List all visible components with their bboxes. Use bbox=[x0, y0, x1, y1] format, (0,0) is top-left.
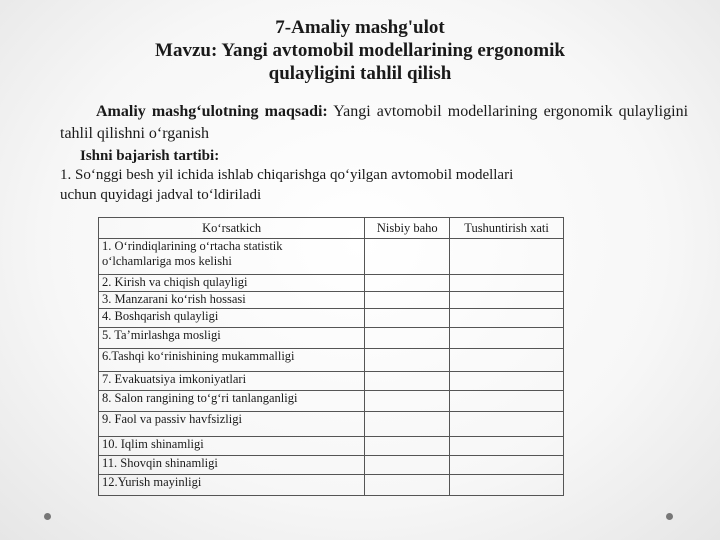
indicator-text: 11. Shovqin shinamligi bbox=[102, 456, 218, 470]
indicator-cell bbox=[99, 475, 365, 496]
indicator-cell bbox=[99, 275, 365, 292]
step-1-line-2: uchun quyidagi jadval to‘ldiriladi bbox=[60, 187, 262, 203]
relative-score-cell[interactable] bbox=[365, 309, 450, 328]
indicator-cell bbox=[99, 328, 365, 349]
table-row bbox=[99, 437, 564, 456]
indicator-text: 8. Salon rangining to‘g‘ri tanlanganligi bbox=[102, 391, 298, 405]
indicator-text: 9. Faol va passiv havfsizligi bbox=[102, 412, 242, 426]
indicator-cell bbox=[99, 349, 365, 372]
explanation-cell[interactable] bbox=[450, 372, 564, 391]
explanation-cell[interactable] bbox=[450, 309, 564, 328]
title-line-3: qulayligini tahlil qilish bbox=[268, 63, 452, 84]
aim-label: Amaliy mashg‘ulotning maqsadi: bbox=[96, 103, 328, 120]
indicator-text: 12.Yurish mayinligi bbox=[102, 475, 202, 489]
table-row bbox=[99, 475, 564, 496]
table-row bbox=[99, 412, 564, 437]
table-row bbox=[99, 275, 564, 292]
table-row bbox=[99, 391, 564, 412]
indicator-text: 7. Evakuatsiya imkoniyatlari bbox=[102, 372, 247, 386]
relative-score-cell[interactable] bbox=[365, 349, 450, 372]
indicator-text: 1. O‘rindiqlarining o‘rtacha statistik bbox=[102, 239, 283, 253]
relative-score-cell[interactable] bbox=[365, 292, 450, 309]
corner-dot-bottom-left bbox=[44, 513, 51, 520]
indicator-text: 3. Manzarani ko‘rish hossasi bbox=[102, 292, 246, 306]
table-row bbox=[99, 372, 564, 391]
indicator-cell bbox=[99, 391, 365, 412]
explanation-cell[interactable] bbox=[450, 437, 564, 456]
indicator-text: 5. Ta’mirlashga mosligi bbox=[102, 328, 221, 342]
corner-dot-bottom-right bbox=[666, 513, 673, 520]
indicator-cell bbox=[99, 292, 365, 309]
title-line-2: Mavzu: Yangi avtomobil modellarining ergonomik bbox=[155, 40, 565, 61]
explanation-cell[interactable] bbox=[450, 475, 564, 496]
aim-paragraph bbox=[60, 101, 688, 145]
evaluation-table bbox=[98, 217, 564, 496]
explanation-cell[interactable] bbox=[450, 275, 564, 292]
relative-score-cell[interactable] bbox=[365, 437, 450, 456]
table-row bbox=[99, 292, 564, 309]
table-row bbox=[99, 456, 564, 475]
header-indicator: Ko‘rsatkich bbox=[99, 218, 365, 239]
relative-score-cell[interactable] bbox=[365, 412, 450, 437]
indicator-cell bbox=[99, 309, 365, 328]
relative-score-cell[interactable] bbox=[365, 456, 450, 475]
table-row bbox=[99, 349, 564, 372]
aim-text: Yangi avtomobil modellarining ergonomik qulayligini tahlil qilishni o‘rganish bbox=[60, 103, 689, 142]
step-1 bbox=[60, 165, 580, 205]
explanation-cell[interactable] bbox=[450, 239, 564, 275]
steps-heading: Ishni bajarish tartibi: bbox=[80, 148, 220, 164]
indicator-cell bbox=[99, 412, 365, 437]
step-1-line-1: 1. So‘nggi besh yil ichida ishlab chiqarishga qo‘yilgan avtomobil modellari bbox=[60, 167, 514, 183]
table-row bbox=[99, 309, 564, 328]
table-row bbox=[99, 239, 564, 275]
explanation-cell[interactable] bbox=[450, 456, 564, 475]
relative-score-cell[interactable] bbox=[365, 275, 450, 292]
indicator-text: 4. Boshqarish qulayligi bbox=[102, 309, 219, 323]
relative-score-cell[interactable] bbox=[365, 391, 450, 412]
indicator-text: 10. Iqlim shinamligi bbox=[102, 437, 204, 451]
relative-score-cell[interactable] bbox=[365, 239, 450, 275]
explanation-cell[interactable] bbox=[450, 292, 564, 309]
relative-score-cell[interactable] bbox=[365, 475, 450, 496]
title-line-1: 7-Amaliy mashg'ulot bbox=[275, 17, 445, 38]
explanation-cell[interactable] bbox=[450, 349, 564, 372]
table-row bbox=[99, 328, 564, 349]
document-title bbox=[0, 16, 720, 85]
indicator-cell bbox=[99, 239, 365, 275]
relative-score-cell[interactable] bbox=[365, 328, 450, 349]
indicator-text-continued: o‘lchamlariga mos kelishi bbox=[102, 254, 232, 268]
explanation-cell[interactable] bbox=[450, 412, 564, 437]
indicator-text: 6.Tashqi ko‘rinishining mukammalligi bbox=[102, 349, 295, 363]
explanation-cell[interactable] bbox=[450, 328, 564, 349]
relative-score-cell[interactable] bbox=[365, 372, 450, 391]
indicator-cell bbox=[99, 456, 365, 475]
indicator-cell bbox=[99, 437, 365, 456]
indicator-cell bbox=[99, 372, 365, 391]
header-explanation: Tushuntirish xati bbox=[450, 218, 564, 239]
indicator-text: 2. Kirish va chiqish qulayligi bbox=[102, 275, 248, 289]
explanation-cell[interactable] bbox=[450, 391, 564, 412]
header-relative-score: Nisbiy baho bbox=[365, 218, 450, 239]
table-header-row bbox=[99, 218, 564, 239]
